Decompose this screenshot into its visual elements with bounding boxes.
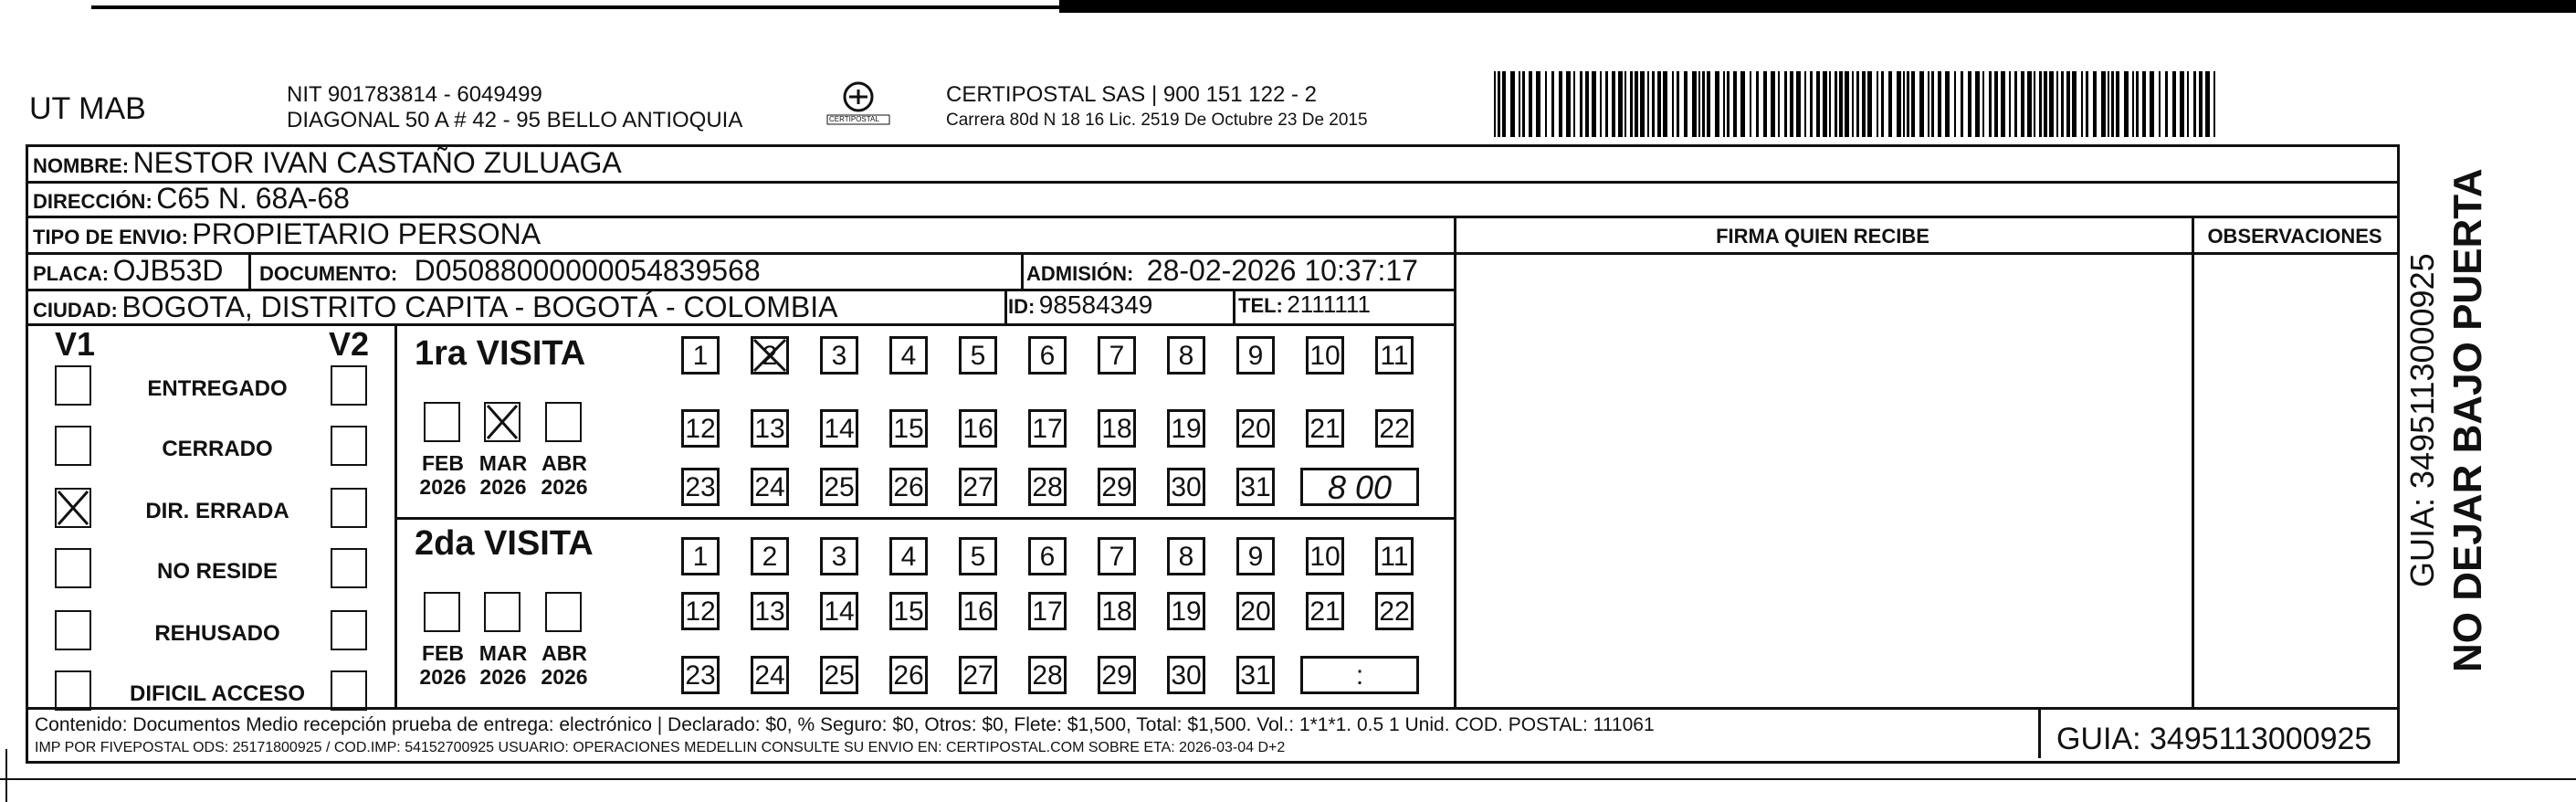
day-box[interactable]: 10 bbox=[1306, 336, 1344, 375]
barcode-bar bbox=[2142, 71, 2146, 137]
address-label: DIRECCIÓN: bbox=[33, 190, 152, 213]
company-nit: NIT 901783814 - 6049499 bbox=[287, 82, 542, 107]
name-value: NESTOR IVAN CASTAÑO ZULUAGA bbox=[132, 146, 622, 179]
side-guia: GUIA: 3495113000925 bbox=[2403, 253, 2441, 587]
day-box[interactable]: 5 bbox=[959, 336, 997, 375]
barcode-bar bbox=[1522, 71, 1525, 137]
barcode-bar bbox=[2150, 71, 2154, 137]
left-edge-mark bbox=[5, 749, 7, 802]
barcode-bar bbox=[1919, 71, 1924, 137]
v2-checkbox[interactable] bbox=[331, 426, 367, 466]
barcode-bar bbox=[2081, 71, 2083, 137]
barcode-bar bbox=[2111, 71, 2114, 137]
day-box[interactable]: 19 bbox=[1167, 592, 1205, 630]
barcode-bar bbox=[1677, 71, 1679, 137]
day-box[interactable]: 24 bbox=[751, 468, 789, 506]
barcode-bar bbox=[1502, 71, 1506, 137]
plate-label: PLACA: bbox=[33, 262, 110, 285]
day-box[interactable]: 14 bbox=[820, 409, 858, 448]
month-checkbox[interactable] bbox=[545, 592, 582, 632]
day-box[interactable]: 7 bbox=[1098, 336, 1136, 375]
day-box[interactable]: 1 bbox=[681, 537, 720, 575]
footer-contents: Contenido: Documentos Medio recepción prueba de entrega: electrónico | Declarado: $0, % Seguro: $0, Otros: $0, Flete: $1,500, Total: $1,500. Vol.: 1*1*1. 0.5 1 Unid. COD. POSTAL: 111061 bbox=[35, 714, 1655, 735]
col-line bbox=[248, 252, 251, 289]
day-box[interactable]: 28 bbox=[1028, 656, 1067, 694]
id-row bbox=[1008, 290, 1152, 320]
barcode-bar bbox=[1605, 71, 1608, 137]
barcode-bar bbox=[1723, 71, 1725, 137]
day-box[interactable]: 26 bbox=[889, 656, 928, 694]
day-box[interactable]: 4 bbox=[889, 537, 928, 575]
col-line bbox=[394, 323, 397, 707]
month-checkbox[interactable] bbox=[545, 402, 582, 442]
barcode-bar bbox=[1945, 71, 1950, 137]
month-checkbox[interactable] bbox=[484, 592, 520, 632]
month-year: 2026 bbox=[479, 475, 527, 499]
barcode-bar bbox=[1545, 71, 1547, 137]
day-box[interactable]: 2 bbox=[751, 336, 789, 375]
day-box[interactable]: 31 bbox=[1236, 656, 1275, 694]
row-line bbox=[1454, 252, 2397, 255]
barcode-bar bbox=[1856, 71, 1859, 137]
barcode-bar bbox=[1740, 71, 1745, 137]
barcode-bar bbox=[2061, 71, 2064, 137]
day-box[interactable]: 7 bbox=[1098, 537, 1136, 575]
barcode-bar bbox=[1771, 71, 1775, 137]
status-label: CERRADO bbox=[162, 437, 273, 461]
barcode-bar bbox=[1804, 71, 1806, 137]
day-box[interactable]: 26 bbox=[889, 468, 928, 506]
month-year: 2026 bbox=[541, 475, 588, 499]
barcode-bar bbox=[2056, 71, 2058, 137]
type-row bbox=[33, 217, 541, 251]
time-box[interactable]: : bbox=[1300, 656, 1419, 694]
v2-checkbox[interactable] bbox=[331, 670, 367, 711]
barcode-bar bbox=[1692, 71, 1697, 137]
day-box[interactable]: 24 bbox=[751, 656, 789, 694]
barcode-bar bbox=[2044, 71, 2047, 137]
day-box[interactable]: 20 bbox=[1236, 592, 1275, 630]
barcode-bar bbox=[1684, 71, 1688, 137]
v2-checkbox[interactable] bbox=[331, 365, 367, 406]
col-line bbox=[2192, 216, 2194, 709]
barcode-bar bbox=[1652, 71, 1655, 137]
tel-row bbox=[1238, 290, 1371, 319]
month-name: MAR bbox=[478, 451, 528, 475]
barcode-bar bbox=[2039, 71, 2042, 137]
barcode-bar bbox=[2193, 71, 2196, 137]
name-row bbox=[33, 146, 622, 180]
barcode-bar bbox=[1835, 71, 1837, 137]
day-box[interactable]: 25 bbox=[820, 656, 858, 694]
barcode-bar bbox=[1529, 71, 1532, 137]
v2-checkbox[interactable] bbox=[331, 610, 367, 650]
day-box[interactable]: 23 bbox=[681, 468, 720, 506]
month-label bbox=[536, 451, 593, 499]
barcode-bar bbox=[1698, 71, 1700, 137]
barcode-bar bbox=[1733, 71, 1737, 137]
col-line bbox=[1454, 216, 1456, 709]
side-warning: NO DEJAR BAJO PUERTA bbox=[2445, 168, 2490, 672]
barcode-bar bbox=[1498, 71, 1500, 137]
day-box[interactable]: 16 bbox=[959, 409, 997, 448]
month-name: ABR bbox=[541, 451, 587, 475]
v1-checkbox[interactable] bbox=[55, 610, 91, 650]
barcode-bar bbox=[2066, 71, 2070, 137]
day-box[interactable]: 14 bbox=[820, 592, 858, 630]
day-box[interactable]: 16 bbox=[959, 592, 997, 630]
day-box[interactable]: 6 bbox=[1028, 537, 1067, 575]
barcode-bar bbox=[1630, 71, 1633, 137]
day-box[interactable]: 21 bbox=[1306, 592, 1344, 630]
day-box[interactable]: 22 bbox=[1375, 409, 1414, 448]
company-address: DIAGONAL 50 A # 42 - 95 BELLO ANTIOQUIA bbox=[287, 108, 743, 132]
barcode-bar bbox=[1536, 71, 1540, 137]
day-box[interactable]: 6 bbox=[1028, 336, 1067, 375]
day-box[interactable]: 17 bbox=[1028, 409, 1067, 448]
barcode-bar bbox=[1897, 71, 1901, 137]
day-box[interactable]: 3 bbox=[820, 537, 858, 575]
barcode-bar bbox=[2159, 71, 2161, 137]
day-box[interactable]: 4 bbox=[889, 336, 928, 375]
barcode-bar bbox=[1867, 71, 1872, 137]
day-box[interactable]: 29 bbox=[1098, 656, 1136, 694]
barcode-bar bbox=[2116, 71, 2119, 137]
address-row bbox=[33, 182, 350, 216]
document-label: DOCUMENTO: bbox=[259, 262, 398, 285]
barcode-bar bbox=[1928, 71, 1929, 137]
month-label bbox=[415, 451, 471, 499]
barcode-bar bbox=[1750, 71, 1751, 137]
barcode-bar bbox=[2165, 71, 2168, 137]
barcode-bar bbox=[1938, 71, 1941, 137]
barcode-bar bbox=[1862, 71, 1866, 137]
day-box[interactable]: 30 bbox=[1167, 468, 1205, 506]
month-year: 2026 bbox=[419, 665, 467, 689]
barcode-bar bbox=[2172, 71, 2176, 137]
v1-label: V1 bbox=[55, 325, 96, 363]
barcode-bar bbox=[1954, 71, 1956, 137]
barcode-bar bbox=[1657, 71, 1661, 137]
day-box[interactable]: 1 bbox=[681, 336, 720, 375]
barcode-bar bbox=[2001, 71, 2005, 137]
city-label: CIUDAD: bbox=[33, 299, 118, 322]
barcode-bar bbox=[1551, 71, 1554, 137]
barcode-bar bbox=[2027, 71, 2032, 137]
v1-checkbox[interactable] bbox=[55, 426, 91, 466]
day-box[interactable]: 19 bbox=[1167, 409, 1205, 448]
month-checkbox[interactable] bbox=[424, 592, 460, 632]
barcode-bar bbox=[1852, 71, 1854, 137]
barcode-bar bbox=[2180, 71, 2184, 137]
barcode-bar bbox=[2199, 71, 2203, 137]
day-box[interactable]: 31 bbox=[1236, 468, 1275, 506]
barcode-bar bbox=[1640, 71, 1645, 137]
company-name: UT MAB bbox=[29, 91, 146, 126]
barcode-bar bbox=[1592, 71, 1596, 137]
day-box[interactable]: 9 bbox=[1236, 537, 1275, 575]
barcode-bar bbox=[2086, 71, 2088, 137]
col-line bbox=[1004, 289, 1007, 325]
day-box[interactable]: 8 bbox=[1167, 336, 1205, 375]
tel-label: TEL: bbox=[1238, 294, 1283, 317]
day-box[interactable]: 25 bbox=[820, 468, 858, 506]
top-border-thick bbox=[1059, 0, 2576, 13]
barcode-bar bbox=[1647, 71, 1649, 137]
barcode-bar bbox=[1982, 71, 1984, 137]
city-row bbox=[33, 290, 837, 324]
barcode-bar bbox=[1618, 71, 1623, 137]
month-label bbox=[475, 451, 531, 499]
day-box[interactable]: 27 bbox=[959, 468, 997, 506]
barcode-bar bbox=[1672, 71, 1674, 137]
day-box[interactable]: 8 bbox=[1167, 537, 1205, 575]
barcode-bar bbox=[1566, 71, 1571, 137]
observations-label: OBSERVACIONES bbox=[2207, 225, 2382, 248]
day-box[interactable]: 13 bbox=[751, 409, 789, 448]
row-line bbox=[26, 181, 2397, 184]
barcode-bar bbox=[1829, 71, 1831, 137]
barcode-bar bbox=[1907, 71, 1909, 137]
barcode-bar bbox=[2108, 71, 2109, 137]
day-box[interactable]: 12 bbox=[681, 592, 720, 630]
barcode-bar bbox=[2072, 71, 2077, 137]
barcode-bar bbox=[1823, 71, 1827, 137]
city-value: BOGOTA, DISTRITO CAPITA - BOGOTÁ - COLOMBIA bbox=[121, 290, 838, 323]
col-line bbox=[1021, 252, 1024, 289]
check-x-mark bbox=[484, 402, 520, 442]
day-box[interactable]: 29 bbox=[1098, 468, 1136, 506]
barcode-bar bbox=[1845, 71, 1849, 137]
barcode-bar bbox=[1702, 71, 1705, 137]
plate-value: OJB53D bbox=[112, 254, 224, 287]
check-x-mark bbox=[751, 336, 789, 375]
barcode-bar bbox=[1585, 71, 1589, 137]
month-label bbox=[475, 641, 531, 689]
address-value: C65 N. 68A-68 bbox=[156, 182, 350, 215]
barcode-bar bbox=[1663, 71, 1667, 137]
status-label: REHUSADO bbox=[154, 621, 280, 646]
time-box[interactable]: 8 00 bbox=[1300, 468, 1419, 506]
type-label: TIPO DE ENVIO: bbox=[33, 226, 188, 248]
status-label: NO RESIDE bbox=[156, 559, 279, 584]
month-name: MAR bbox=[478, 641, 528, 665]
day-box[interactable]: 30 bbox=[1167, 656, 1205, 694]
v2-label: V2 bbox=[329, 325, 370, 363]
barcode-bar bbox=[1727, 71, 1730, 137]
barcode-bar bbox=[2205, 71, 2210, 137]
barcode-bar bbox=[2034, 71, 2035, 137]
barcode-bar bbox=[1968, 71, 1971, 137]
barcode-bar bbox=[2014, 71, 2017, 137]
barcode-bar bbox=[2187, 71, 2189, 137]
type-value: PROPIETARIO PERSONA bbox=[192, 217, 541, 250]
barcode-bar bbox=[1763, 71, 1767, 137]
month-name: FEB bbox=[422, 451, 464, 475]
barcode-bar bbox=[1790, 71, 1793, 137]
day-box[interactable]: 11 bbox=[1375, 336, 1414, 375]
day-box[interactable]: 2 bbox=[751, 537, 789, 575]
barcode-bar bbox=[1816, 71, 1820, 137]
visit-divider bbox=[394, 517, 1456, 520]
barcode-bar bbox=[1975, 71, 1980, 137]
footer-imp: IMP POR FIVEPOSTAL ODS: 25171800925 / COD.IMP: 54152700925 USUARIO: OPERACIONES MEDELLIN CONSULTE SU ENVIO EN: CERTIPOSTAL.COM SOBRE ETA: 2026-03-04 D+2 bbox=[35, 740, 1286, 755]
barcode-bar bbox=[2009, 71, 2011, 137]
day-box[interactable]: 23 bbox=[681, 656, 720, 694]
day-box[interactable]: 10 bbox=[1306, 537, 1344, 575]
tel-value: 2111111 bbox=[1287, 290, 1371, 318]
barcode-bar bbox=[2124, 71, 2129, 137]
day-box[interactable]: 3 bbox=[820, 336, 858, 375]
logo-text: CERTIPOSTAL bbox=[829, 115, 879, 123]
barcode-bar bbox=[1994, 71, 1998, 137]
v2-checkbox[interactable] bbox=[331, 488, 367, 528]
barcode-bar bbox=[1573, 71, 1575, 137]
visit1-title: 1ra VISITA bbox=[415, 334, 586, 373]
day-box[interactable]: 20 bbox=[1236, 409, 1275, 448]
month-checkbox[interactable] bbox=[424, 402, 460, 442]
footer-line bbox=[26, 707, 2397, 710]
sign-label: FIRMA QUIEN RECIBE bbox=[1716, 225, 1929, 248]
document-value: D05088000000054839568 bbox=[414, 254, 761, 287]
id-value: 98584349 bbox=[1038, 290, 1153, 319]
barcode-bar bbox=[1784, 71, 1787, 137]
check-x-mark bbox=[55, 488, 91, 528]
month-label bbox=[415, 641, 471, 689]
v2-checkbox[interactable] bbox=[331, 548, 367, 588]
day-box[interactable]: 18 bbox=[1098, 409, 1136, 448]
day-box[interactable]: 15 bbox=[889, 409, 928, 448]
day-box[interactable]: 22 bbox=[1375, 592, 1414, 630]
barcode-bar bbox=[1931, 71, 1934, 137]
document-row bbox=[259, 254, 761, 288]
barcode-bar bbox=[1911, 71, 1915, 137]
barcode-bar bbox=[1559, 71, 1562, 137]
barcode-bar bbox=[1600, 71, 1602, 137]
barcode-bar bbox=[1635, 71, 1638, 137]
id-label: ID: bbox=[1008, 295, 1036, 318]
barcode-bar bbox=[1707, 71, 1710, 137]
month-label bbox=[536, 641, 593, 689]
barcode-bar bbox=[2136, 71, 2139, 137]
barcode-bar bbox=[1580, 71, 1582, 137]
courier-name: CERTIPOSTAL SAS | 900 151 122 - 2 bbox=[946, 82, 1317, 107]
barcode bbox=[1494, 71, 2221, 137]
barcode-bar bbox=[1510, 71, 1515, 137]
admission-row bbox=[1026, 254, 1418, 288]
footer-guia: GUIA: 3495113000925 bbox=[2056, 722, 2372, 756]
month-year: 2026 bbox=[419, 475, 467, 499]
courier-license: Carrera 80d N 18 16 Lic. 2519 De Octubre 23 De 2015 bbox=[946, 111, 1368, 130]
day-box[interactable]: 12 bbox=[681, 409, 720, 448]
col-line bbox=[2038, 707, 2041, 758]
barcode-bar bbox=[1756, 71, 1759, 137]
status-label: ENTREGADO bbox=[147, 376, 288, 401]
month-name: ABR bbox=[541, 641, 587, 665]
v1-checkbox[interactable] bbox=[55, 365, 91, 406]
barcode-bar bbox=[1494, 71, 1496, 137]
bottom-border bbox=[0, 778, 2576, 780]
barcode-bar bbox=[2101, 71, 2106, 137]
visit2-title: 2da VISITA bbox=[415, 524, 594, 563]
day-box[interactable]: 9 bbox=[1236, 336, 1275, 375]
admission-label: ADMISIÓN: bbox=[1026, 262, 1134, 285]
barcode-bar bbox=[1839, 71, 1843, 137]
barcode-bar bbox=[1796, 71, 1801, 137]
month-name: FEB bbox=[422, 641, 464, 665]
barcode-bar bbox=[1624, 71, 1626, 137]
day-box[interactable]: 18 bbox=[1098, 592, 1136, 630]
day-box[interactable]: 21 bbox=[1306, 409, 1344, 448]
plate-row bbox=[33, 254, 224, 288]
barcode-bar bbox=[1881, 71, 1884, 137]
day-box[interactable]: 13 bbox=[751, 592, 789, 630]
barcode-bar bbox=[2049, 71, 2054, 137]
barcode-bar bbox=[1961, 71, 1963, 137]
barcode-bar bbox=[1715, 71, 1719, 137]
status-label: DIFICIL ACCESO bbox=[129, 681, 305, 706]
day-box[interactable]: 11 bbox=[1375, 537, 1414, 575]
month-year: 2026 bbox=[479, 665, 527, 689]
barcode-bar bbox=[1989, 71, 1992, 137]
barcode-bar bbox=[2021, 71, 2024, 137]
barcode-bar bbox=[1612, 71, 1615, 137]
day-box[interactable]: 27 bbox=[959, 656, 997, 694]
barcode-bar bbox=[1888, 71, 1892, 137]
name-label: NOMBRE: bbox=[33, 154, 130, 177]
barcode-bar bbox=[1519, 71, 1520, 137]
barcode-bar bbox=[1903, 71, 1905, 137]
barcode-bar bbox=[2132, 71, 2134, 137]
status-label: DIR. ERRADA bbox=[145, 499, 289, 523]
day-box[interactable]: 15 bbox=[889, 592, 928, 630]
day-box[interactable]: 28 bbox=[1028, 468, 1067, 506]
v1-checkbox[interactable] bbox=[55, 670, 91, 711]
admission-value: 28-02-2026 10:37:17 bbox=[1146, 254, 1418, 287]
barcode-bar bbox=[1810, 71, 1813, 137]
barcode-bar bbox=[2213, 71, 2215, 137]
day-box[interactable]: 5 bbox=[959, 537, 997, 575]
v1-checkbox[interactable] bbox=[55, 548, 91, 588]
barcode-bar bbox=[2093, 71, 2097, 137]
day-box[interactable]: 17 bbox=[1028, 592, 1067, 630]
certipostal-logo-icon bbox=[822, 79, 895, 130]
month-year: 2026 bbox=[541, 665, 588, 689]
col-line bbox=[1233, 289, 1235, 325]
barcode-bar bbox=[1877, 71, 1878, 137]
barcode-bar bbox=[1778, 71, 1780, 137]
